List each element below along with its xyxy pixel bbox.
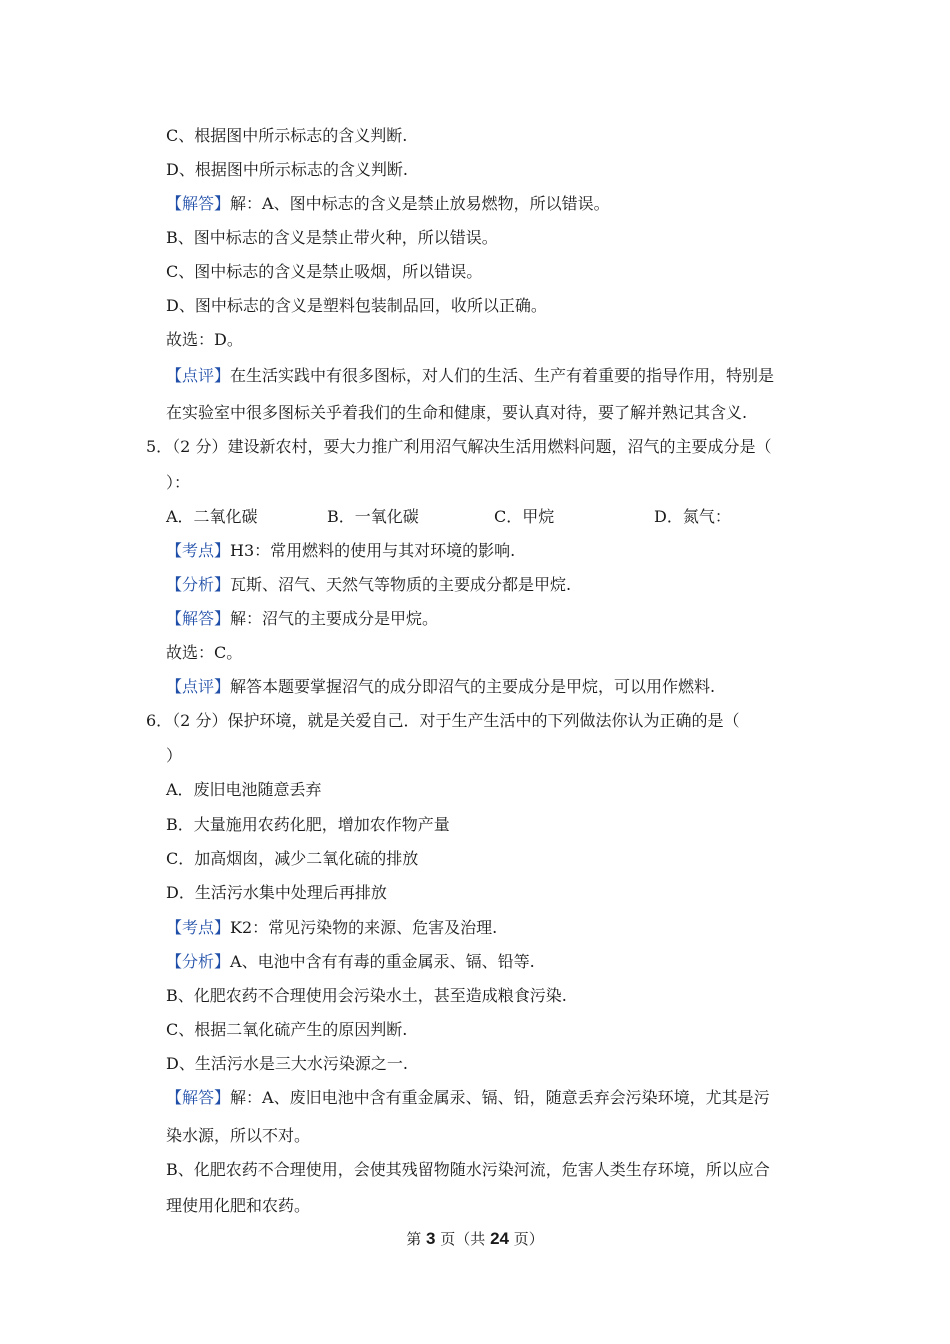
question-5: 5．（2 分）建设新农村，要大力推广利用沼气解决生活用燃料问题，沼气的主要成分是（ bbox=[146, 437, 772, 456]
text-line: D、图中标志的含义是塑料包装制品回，收所以正确。 bbox=[166, 296, 547, 315]
text-line: 故选：D。 bbox=[166, 330, 243, 349]
comment-text: 在生活实践中有很多图标，对人们的生活、生产有着重要的指导作用，特别是 bbox=[230, 366, 775, 385]
key-point-text: H3：常用燃料的使用与其对环境的影响. bbox=[230, 541, 516, 560]
text-line bbox=[166, 1088, 770, 1108]
total-page-number: 24 bbox=[490, 1229, 509, 1248]
key-point-text: K2：常见污染物的来源、危害及治理. bbox=[230, 918, 498, 937]
footer-prefix: 第 bbox=[406, 1230, 422, 1248]
analysis-text: A、电池中含有有毒的重金属汞、镉、铅等. bbox=[230, 952, 535, 971]
text-line: C、图中标志的含义是禁止吸烟，所以错误。 bbox=[166, 262, 483, 281]
answer-text: 解：A、废旧电池中含有重金属汞、镉、铅，随意丢弃会污染环境，尤其是污 bbox=[230, 1088, 770, 1107]
text-line: B、化肥农药不合理使用，会使其残留物随水污染河流，危害人类生存环境，所以应合 bbox=[166, 1160, 770, 1179]
option-b: B．一氧化碳 bbox=[327, 507, 419, 526]
text-line bbox=[166, 194, 610, 214]
analysis-tag: 【分析】 bbox=[166, 952, 231, 971]
analysis-text: 瓦斯、沼气、天然气等物质的主要成分都是甲烷. bbox=[230, 575, 572, 594]
answer-text: 解：沼气的主要成分是甲烷。 bbox=[230, 609, 439, 628]
option-a: A．二氧化碳 bbox=[166, 507, 258, 526]
text-line bbox=[166, 366, 774, 386]
text-line bbox=[166, 677, 715, 697]
current-page-number: 3 bbox=[426, 1229, 436, 1248]
text-line: 染水源，所以不对。 bbox=[166, 1126, 311, 1145]
text-line: 在实验室中很多图标关乎着我们的生命和健康，要认真对待，要了解并熟记其含义. bbox=[166, 403, 748, 422]
text-line bbox=[166, 918, 497, 938]
option-a: A．废旧电池随意丢弃 bbox=[166, 780, 322, 799]
text-line: B、图中标志的含义是禁止带火种，所以错误。 bbox=[166, 228, 498, 247]
footer-suffix: 页） bbox=[513, 1230, 544, 1248]
answer-tag: 【解答】 bbox=[166, 1088, 231, 1107]
answer-tag: 【解答】 bbox=[166, 194, 231, 213]
text-line: C、根据二氧化硫产生的原因判断. bbox=[166, 1020, 408, 1039]
option-b: B．大量施用农药化肥，增加农作物产量 bbox=[166, 815, 450, 834]
option-d: D．生活污水集中处理后再排放 bbox=[166, 883, 387, 902]
text-line: D、根据图中所示标志的含义判断. bbox=[166, 160, 408, 179]
text-line: 理使用化肥和农药。 bbox=[166, 1196, 311, 1215]
key-point-tag: 【考点】 bbox=[166, 918, 231, 937]
text-line: D、生活污水是三大水污染源之一. bbox=[166, 1054, 408, 1073]
text-line bbox=[166, 575, 571, 595]
comment-text: 解答本题要掌握沼气的成分即沼气的主要成分是甲烷，可以用作燃料. bbox=[230, 677, 716, 696]
option-c: C．甲烷 bbox=[494, 507, 555, 526]
text-line: B、化肥农药不合理使用会污染水土，甚至造成粮食污染. bbox=[166, 986, 567, 1005]
option-c: C．加高烟囱，减少二氧化硫的排放 bbox=[166, 849, 419, 868]
comment-tag: 【点评】 bbox=[166, 366, 231, 385]
text-line bbox=[166, 952, 535, 972]
answer-tag: 【解答】 bbox=[166, 609, 231, 628]
text-line: 故选：C。 bbox=[166, 643, 243, 662]
text-line bbox=[166, 609, 438, 629]
answer-text: 解：A、图中标志的含义是禁止放易燃物，所以错误。 bbox=[230, 194, 610, 213]
question-5-cont: ）： bbox=[166, 473, 191, 492]
page-footer bbox=[0, 1228, 950, 1249]
text-line bbox=[166, 541, 515, 561]
text-line: C、根据图中所示标志的含义判断. bbox=[166, 126, 408, 145]
analysis-tag: 【分析】 bbox=[166, 575, 231, 594]
question-6: 6．（2 分）保护环境，就是关爱自己．对于生产生活中的下列做法你认为正确的是（ bbox=[146, 711, 740, 730]
option-d: D．氮气： bbox=[654, 507, 731, 526]
question-6-cont: ） bbox=[166, 746, 183, 765]
key-point-tag: 【考点】 bbox=[166, 541, 231, 560]
footer-mid: 页（共 bbox=[440, 1230, 486, 1248]
comment-tag: 【点评】 bbox=[166, 677, 231, 696]
